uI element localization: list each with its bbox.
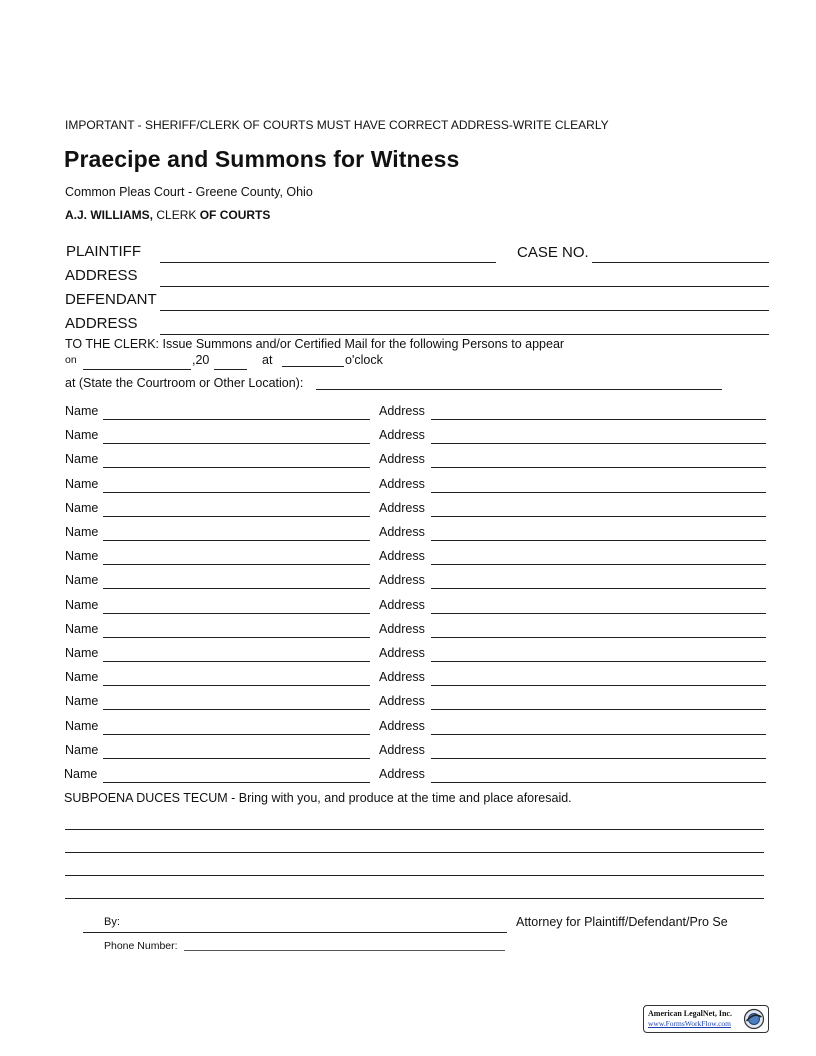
witness-name-label: Name	[65, 549, 99, 564]
plaintiff-address-label: ADDRESS	[65, 267, 138, 284]
witness-address-field[interactable]	[431, 782, 766, 783]
attorney-label: Attorney for Plaintiff/Defendant/Pro Se	[516, 915, 728, 929]
witness-address-field[interactable]	[431, 588, 766, 589]
witness-name-field[interactable]	[103, 709, 370, 710]
witness-name-label: Name	[65, 428, 99, 443]
witness-address-label: Address	[379, 718, 425, 733]
witness-address-label: Address	[379, 597, 425, 612]
witness-name-field[interactable]	[103, 564, 370, 565]
witness-name-field[interactable]	[103, 758, 370, 759]
year-prefix-label: ,20	[192, 353, 210, 367]
witness-name-label: Name	[65, 500, 99, 515]
witness-name-field[interactable]	[103, 685, 370, 686]
american-legalnet-logo	[643, 1005, 769, 1033]
witness-address-field[interactable]	[431, 467, 766, 468]
witness-address-field[interactable]	[431, 758, 766, 759]
defendant-address-field[interactable]	[160, 334, 769, 335]
to-clerk-instruction: TO THE CLERK: Issue Summons and/or Certified Mail for the following Persons to appear	[65, 337, 565, 351]
witness-name-label: Name	[65, 525, 99, 539]
witness-address-label: Address	[379, 525, 425, 539]
witness-address-label: Address	[379, 404, 425, 418]
witness-address-label: Address	[379, 670, 425, 685]
witness-name-label: Name	[65, 452, 99, 467]
witness-name-label: Name	[65, 597, 99, 612]
defendant-label: DEFENDANT	[65, 291, 157, 308]
defendant-field[interactable]	[160, 310, 769, 311]
witness-address-label: Address	[379, 428, 425, 443]
important-notice: IMPORTANT - SHERIFF/CLERK OF COURTS MUST HAVE CORRECT ADDRESS-WRITE CLEARLY	[65, 118, 609, 132]
witness-address-field[interactable]	[431, 540, 766, 541]
witness-address-label: Address	[379, 646, 425, 660]
witness-name-label: Name	[64, 767, 98, 781]
witness-name-label: Name	[65, 404, 99, 418]
witness-name-label: Name	[65, 476, 99, 491]
globe-icon	[743, 1008, 765, 1030]
location-label: at (State the Courtroom or Other Location):	[65, 376, 304, 390]
witness-address-label: Address	[379, 767, 425, 781]
plaintiff-label: PLAINTIFF	[66, 243, 142, 260]
witness-name-field[interactable]	[103, 734, 370, 735]
witness-address-field[interactable]	[431, 661, 766, 662]
plaintiff-address-field[interactable]	[160, 286, 769, 287]
subpoena-line-1[interactable]	[65, 829, 764, 830]
location-field[interactable]	[316, 389, 722, 390]
witness-name-field[interactable]	[103, 516, 370, 517]
witness-address-label: Address	[379, 573, 425, 588]
witness-address-field[interactable]	[431, 734, 766, 735]
witness-name-label: Name	[65, 742, 99, 757]
case-no-label: CASE NO.	[517, 244, 589, 261]
subpoena-line-2[interactable]	[65, 852, 764, 853]
logo-url-link[interactable]: www.FormsWorkFlow.com	[648, 1019, 732, 1028]
witness-name-label: Name	[65, 621, 99, 636]
witness-name-field[interactable]	[103, 588, 370, 589]
witness-name-label: Name	[65, 694, 99, 709]
witness-address-field[interactable]	[431, 637, 766, 638]
witness-address-field[interactable]	[431, 516, 766, 517]
witness-address-field[interactable]	[431, 613, 766, 614]
subpoena-line-3[interactable]	[65, 875, 764, 876]
phone-number-field[interactable]	[184, 950, 505, 951]
witness-address-field[interactable]	[431, 419, 766, 420]
appear-date-field[interactable]	[83, 369, 191, 370]
at-time-label: at	[262, 353, 273, 367]
witness-name-field[interactable]	[103, 782, 370, 783]
subpoena-line-4[interactable]	[65, 898, 764, 899]
witness-address-label: Address	[379, 549, 425, 564]
phone-number-label: Phone Number:	[104, 940, 178, 952]
witness-name-label: Name	[65, 718, 99, 733]
witness-name-label: Name	[65, 573, 99, 588]
witness-name-field[interactable]	[103, 419, 370, 420]
witness-address-field[interactable]	[431, 564, 766, 565]
clerk-rest: OF COURTS	[199, 208, 271, 222]
witness-name-field[interactable]	[103, 637, 370, 638]
witness-name-field[interactable]	[103, 467, 370, 468]
witness-name-field[interactable]	[103, 613, 370, 614]
case-no-field[interactable]	[592, 262, 769, 263]
witness-name-field[interactable]	[103, 540, 370, 541]
witness-name-field[interactable]	[103, 661, 370, 662]
clerk-of-courts	[65, 208, 270, 222]
logo-company-name: American LegalNet, Inc.	[648, 1009, 732, 1018]
witness-name-label: Name	[65, 646, 99, 660]
appear-year-field[interactable]	[214, 369, 247, 370]
witness-address-field[interactable]	[431, 492, 766, 493]
witness-name-field[interactable]	[103, 443, 370, 444]
court-name: Common Pleas Court - Greene County, Ohio	[65, 185, 313, 199]
appear-time-field[interactable]	[282, 366, 344, 367]
signature-field[interactable]	[83, 932, 507, 933]
witness-address-field[interactable]	[431, 709, 766, 710]
witness-name-field[interactable]	[103, 492, 370, 493]
witness-address-label: Address	[379, 694, 425, 709]
clerk-name: A.J. WILLIAMS,	[65, 208, 153, 222]
witness-name-label: Name	[65, 670, 99, 685]
by-label: By:	[104, 916, 120, 928]
witness-address-label: Address	[379, 452, 425, 467]
clerk-c: C	[156, 208, 166, 222]
witness-address-label: Address	[379, 621, 425, 636]
oclock-label: o'clock	[345, 353, 383, 367]
clerk-lerk: LERK	[165, 208, 197, 222]
on-label: on	[65, 354, 77, 366]
witness-address-field[interactable]	[431, 685, 766, 686]
witness-address-label: Address	[379, 500, 425, 515]
witness-address-label: Address	[379, 476, 425, 491]
form-title: Praecipe and Summons for Witness	[64, 146, 460, 172]
plaintiff-field[interactable]	[160, 262, 496, 263]
defendant-address-label: ADDRESS	[65, 315, 138, 332]
witness-address-field[interactable]	[431, 443, 766, 444]
subpoena-duces-tecum-label: SUBPOENA DUCES TECUM - Bring with you, and produce at the time and place aforesaid.	[64, 791, 572, 805]
witness-address-label: Address	[379, 742, 425, 757]
